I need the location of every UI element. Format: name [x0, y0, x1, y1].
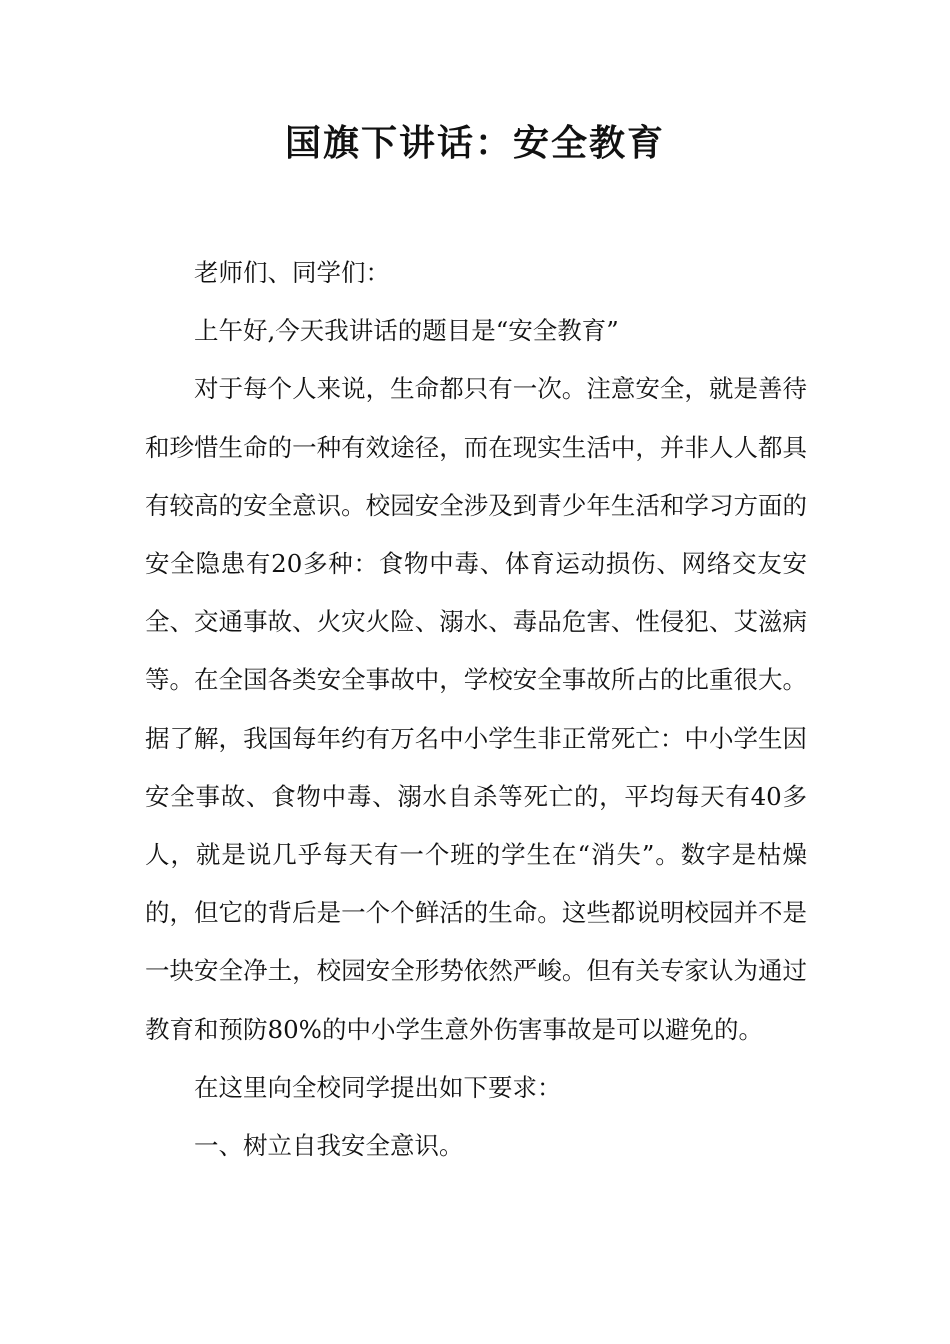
- greeting-paragraph: 上午好,今天我讲话的题目是“安全教育”: [194, 316, 619, 346]
- requirement-one-paragraph: 一、树立自我安全意识。: [194, 1131, 464, 1161]
- requirements-intro-paragraph: 在这里向全校同学提出如下要求：: [194, 1072, 562, 1102]
- page-title: 国旗下讲话：安全教育: [284, 123, 665, 164]
- main-paragraph: 对于每个人来说，生命都只有一次。注意安全，就是善待和珍惜生命的一种有效途径，而在现实生活中，并非人人都具有较高的安全意识。校园安全涉及到青少年生活和学习方面的安全隐患有20多种：食物中毒、体育运动损伤、网络交友安全、交通事故、火灾火险、溺水、毒品危害、性侵犯、艾滋病等。在全国各类安全事故中，学校安全事故所占的比重很大。据了解，我国每年约有万名中小学生非正常死亡：中小学生因安全事故、食物中毒、溺水自杀等死亡的，平均每天有40多人，就是说几乎每天有一个班的学生在“消失”。数字是枯燥的，但它的背后是一个个鲜活的生命。这些都说明校园并不是一块安全净土，校园安全形势依然严峻。但有关专家认为通过教育和预防80%的中小学生意外伤害事故是可以避免的。: [145, 374, 807, 1044]
- document-body: [145, 244, 807, 1175]
- salutation-paragraph: 老师们、同学们：: [194, 258, 390, 287]
